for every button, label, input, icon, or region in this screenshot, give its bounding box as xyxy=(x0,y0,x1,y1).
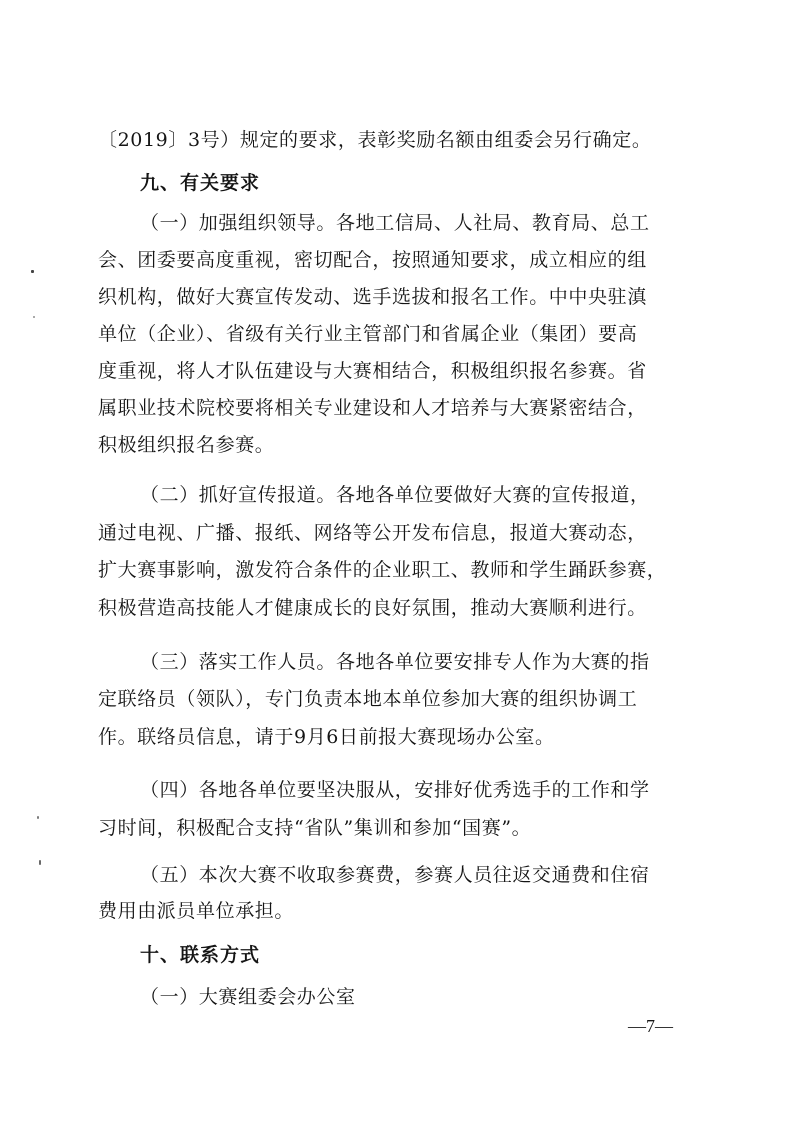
scan-speck xyxy=(37,816,39,819)
paragraph-1-line-6: 属职业技术院校要将相关专业建设和人才培养与大赛紧密结合， xyxy=(98,397,647,419)
scan-speck xyxy=(31,270,34,273)
paragraph-2-line-2: 通过电视、广播、报纸、网络等公开发布信息，报道大赛动态， xyxy=(98,522,647,544)
paragraph-line-continuation: 〔2019〕3号）规定的要求，表彰奖励名额由组委会另行确定。 xyxy=(98,129,652,151)
paragraph-1-line-5: 度重视，将人才队伍建设与大赛相结合，积极组织报名参赛。省 xyxy=(98,360,647,382)
paragraph-4-line-2: 习时间，积极配合支持“省队”集训和参加“国赛”。 xyxy=(98,817,532,839)
paragraph-4-line-1: （四）各地各单位要坚决服从，安排好优秀选手的工作和学 xyxy=(140,779,650,801)
paragraph-1-line-7: 积极组织报名参赛。 xyxy=(98,434,275,456)
paragraph-3-line-3: 作。联络员信息，请于9月6日前报大赛现场办公室。 xyxy=(98,726,555,748)
contact-subheading: （一）大赛组委会办公室 xyxy=(140,986,356,1008)
paragraph-1-line-3: 织机构，做好大赛宣传发动、选手选拔和报名工作。中中央驻滇 xyxy=(98,286,647,308)
paragraph-1-line-4: 单位（企业）、省级有关行业主管部门和省属企业（集团）要高 xyxy=(98,323,638,345)
section-heading-requirements: 九、有关要求 xyxy=(140,172,261,194)
paragraph-5-line-2: 费用由派员单位承担。 xyxy=(98,900,295,922)
paragraph-3-line-1: （三）落实工作人员。各地各单位要安排专人作为大赛的指 xyxy=(140,651,650,673)
section-heading-contact: 十、联系方式 xyxy=(140,944,261,966)
paragraph-2-line-3: 扩大赛事影响，激发符合条件的企业职工、教师和学生踊跃参赛， xyxy=(98,559,667,581)
paragraph-3-line-2: 定联络员（领队），专门负责本地本单位参加大赛的组织协调工 xyxy=(98,688,638,710)
paragraph-1-line-2: 会、团委要高度重视，密切配合，按照通知要求，成立相应的组 xyxy=(98,249,647,271)
page-number: —7— xyxy=(628,1016,673,1036)
paragraph-2-line-1: （二）抓好宣传报道。各地各单位要做好大赛的宣传报道， xyxy=(140,484,650,506)
paragraph-1-line-1: （一）加强组织领导。各地工信局、人社局、教育局、总工 xyxy=(140,212,650,234)
scan-speck xyxy=(33,316,35,318)
paragraph-2-line-4: 积极营造高技能人才健康成长的良好氛围，推动大赛顺利进行。 xyxy=(98,597,647,619)
scan-speck xyxy=(39,860,41,865)
paragraph-5-line-1: （五）本次大赛不收取参赛费，参赛人员往返交通费和住宿 xyxy=(140,864,650,886)
